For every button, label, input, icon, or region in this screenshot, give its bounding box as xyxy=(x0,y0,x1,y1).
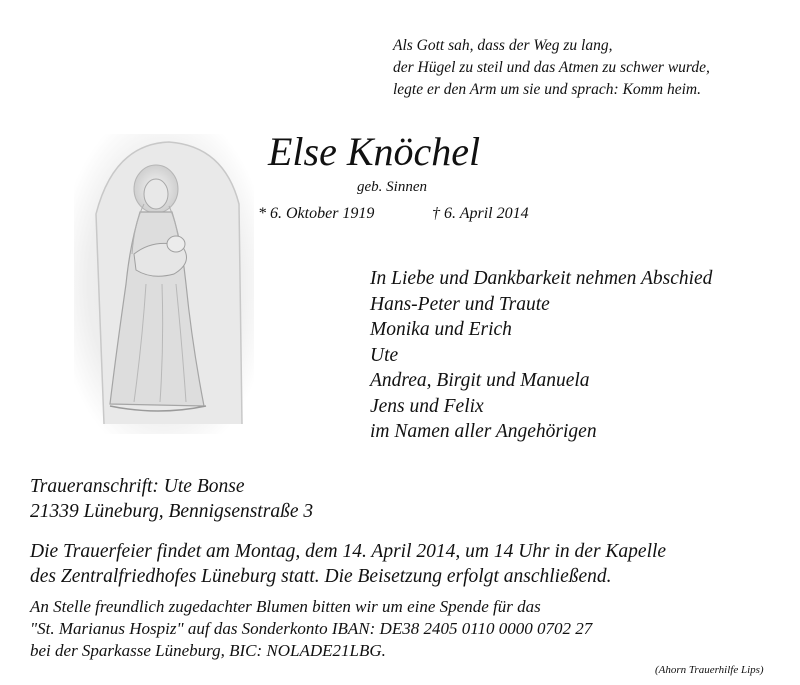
deceased-name: Else Knöchel xyxy=(268,129,481,174)
poem-line: Als Gott sah, dass der Weg zu lang, xyxy=(393,37,613,54)
mourners-line: In Liebe und Dankbarkeit nehmen Abschied xyxy=(370,268,713,289)
mourning-address xyxy=(30,474,313,524)
madonna-relief-icon xyxy=(74,134,254,434)
credit-line: (Ahorn Trauerhilfe Lips) xyxy=(655,664,764,676)
donation-notice xyxy=(30,596,592,662)
mourners-line: Jens und Felix xyxy=(370,395,484,417)
ceremony-line: Die Trauerfeier findet am Montag, dem 14. April 2014, um 14 Uhr in der Kapelle xyxy=(30,541,667,562)
poem xyxy=(393,35,710,101)
donation-line: bei der Sparkasse Lüneburg, BIC: NOLADE21LBG. xyxy=(30,641,386,660)
donation-line: An Stelle freundlich zugedachter Blumen bitten wir um eine Spende für das xyxy=(30,597,541,616)
address-line: 21339 Lüneburg, Bennigsenstraße 3 xyxy=(30,501,314,522)
ceremony-notice xyxy=(30,539,666,589)
poem-line: legte er den Arm um sie und sprach: Komm heim. xyxy=(393,81,701,98)
address-line: Traueranschrift: Ute Bonse xyxy=(30,476,245,497)
maiden-name: geb. Sinnen xyxy=(357,179,427,195)
mourners-line: Monika und Erich xyxy=(370,319,512,340)
mourners-line: Hans-Peter und Traute xyxy=(370,293,550,315)
mourners-line: im Namen aller Angehörigen xyxy=(370,421,597,442)
mourners-line: Ute xyxy=(370,344,399,366)
ceremony-line: des Zentralfriedhofes Lüneburg statt. Die Beisetzung erfolgt anschließend. xyxy=(30,566,612,587)
birth-date: * 6. Oktober 1919 xyxy=(258,205,375,222)
donation-line: "St. Marianus Hospiz" auf das Sonderkonto IBAN: DE38 2405 0110 0000 0702 27 xyxy=(30,619,593,638)
poem-line: der Hügel zu steil und das Atmen zu schwer wurde, xyxy=(393,59,710,76)
mourners-line: Andrea, Birgit und Manuela xyxy=(370,370,590,391)
mourners-list xyxy=(370,266,712,445)
death-date: † 6. April 2014 xyxy=(432,205,529,222)
